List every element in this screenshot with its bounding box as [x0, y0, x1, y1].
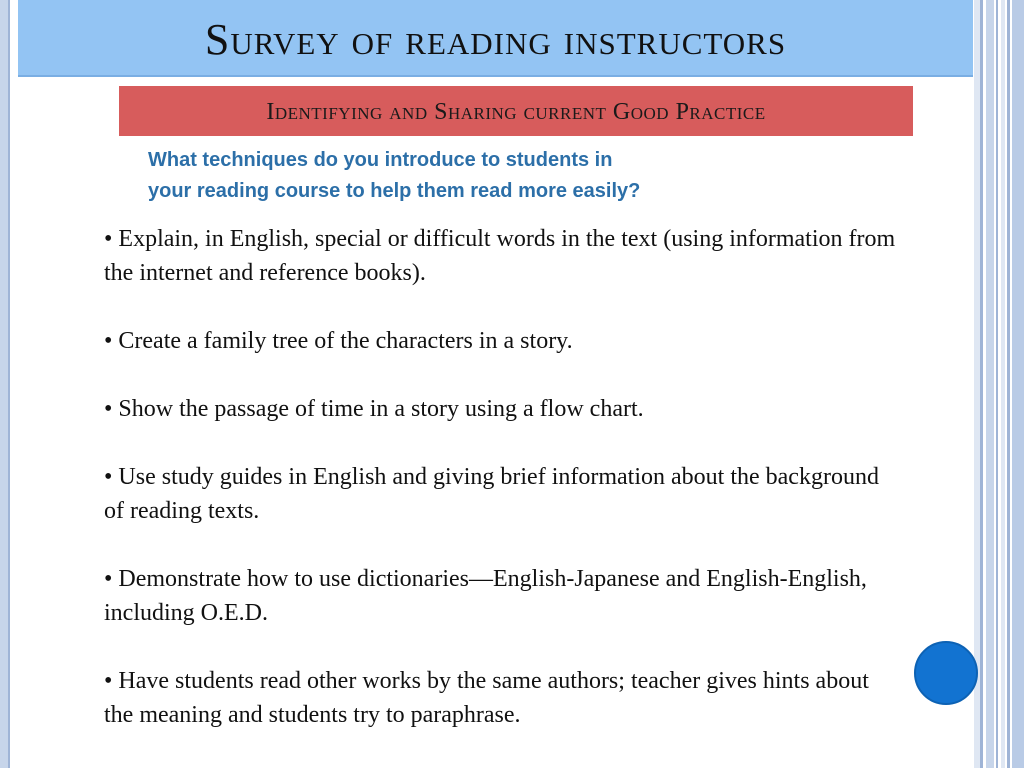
list-item-text: Explain, in English, special or difficult words in the text (using information from the internet and reference books).	[104, 226, 896, 286]
bullet-icon: •	[104, 226, 113, 252]
list-item-text: Demonstrate how to use dictionaries—English-Japanese and English-English, including O.E.D.	[104, 566, 867, 626]
list-item-text: Have students read other works by the same authors; teacher gives hints about the meaning and students try to paraphrase.	[104, 668, 869, 728]
subtitle-banner	[119, 86, 913, 136]
question-line-1: What techniques do you introduce to students in	[148, 149, 613, 171]
technique-list	[104, 222, 904, 766]
survey-question	[148, 145, 868, 207]
list-item-text: Use study guides in English and giving brief information about the background of reading texts.	[104, 464, 879, 524]
list-item	[104, 562, 904, 630]
right-border-stripes	[974, 0, 1024, 768]
list-item	[104, 392, 904, 426]
slide-title: Survey of reading instructors	[204, 15, 787, 64]
title-bar	[18, 0, 973, 77]
bullet-icon: •	[104, 566, 113, 592]
bullet-icon: •	[104, 396, 113, 422]
list-item	[104, 222, 904, 290]
bullet-icon: •	[104, 464, 113, 490]
list-item	[104, 324, 904, 358]
slide-subtitle: Identifying and Sharing current Good Practice	[266, 99, 766, 125]
question-line-2: your reading course to help them read more easily?	[148, 180, 641, 202]
list-item-text: Create a family tree of the characters in a story.	[118, 328, 573, 354]
left-border-rail	[0, 0, 10, 768]
decorative-circle-icon	[914, 641, 978, 705]
list-item	[104, 460, 904, 528]
list-item-text: Show the passage of time in a story using a flow chart.	[118, 396, 644, 422]
bullet-icon: •	[104, 668, 113, 694]
bullet-icon: •	[104, 328, 113, 354]
list-item	[104, 664, 904, 732]
